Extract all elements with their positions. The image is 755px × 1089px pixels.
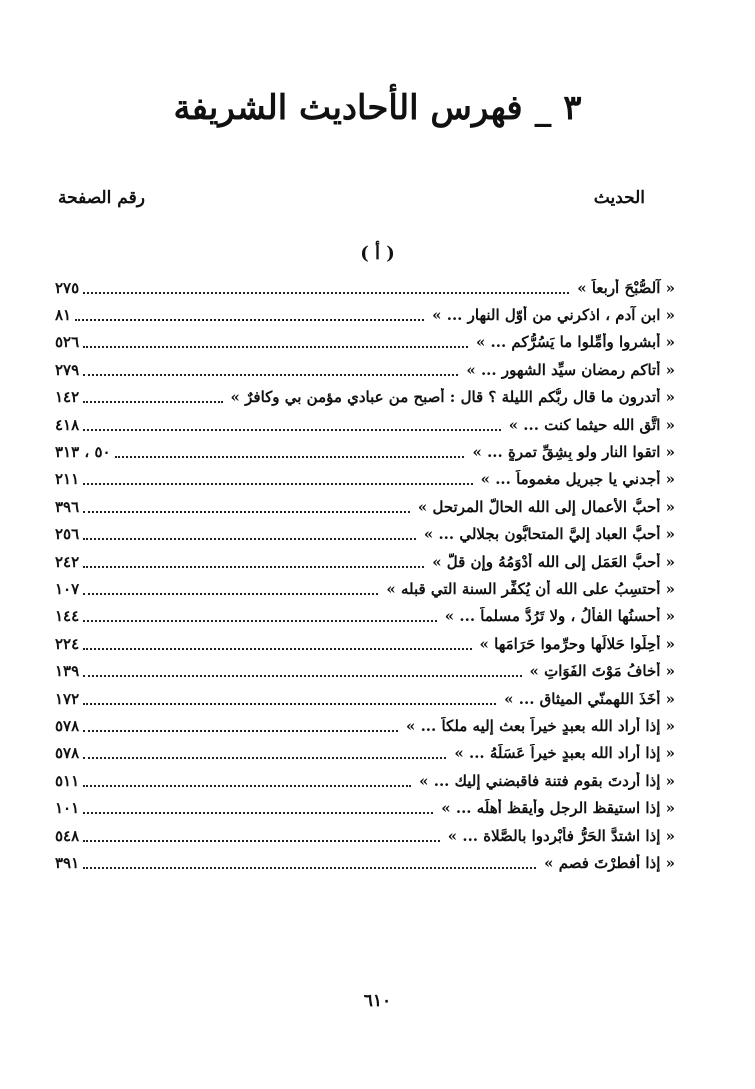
index-entry	[55, 630, 675, 657]
index-entry	[55, 575, 675, 602]
hadith-text: « إذا استيقظ الرجل وأيقظ أهلَه ... »	[441, 799, 675, 818]
hadith-text: « إذا أراد الله بعبدٍ خيراً عَسَلَهُ ... »	[454, 744, 675, 763]
hadith-text: « أحبُّ العباد إليَّ المتحابُّون بجلالي ... »	[423, 525, 675, 544]
index-entry	[55, 548, 675, 575]
page-reference: ١٠٧	[55, 579, 80, 598]
page-reference: ٢٥٦	[55, 525, 80, 544]
page-reference: ١٤٢	[55, 388, 80, 407]
dot-leader	[75, 301, 424, 321]
page-reference: ٨١	[55, 306, 72, 325]
hadith-text: « إذا اشتدَّ الحَرُّ فأبْردوا بالصَّلاة ... »	[447, 826, 675, 845]
page-reference: ٤١٨	[55, 415, 80, 434]
dot-leader	[83, 685, 496, 705]
hadith-text: « أحتسِبُ على الله أن يُكفِّر السنة التي قبله »	[386, 579, 675, 598]
page-reference: ١٧٢	[55, 689, 80, 708]
index-entry	[55, 356, 675, 383]
dot-leader	[83, 767, 411, 787]
dot-leader	[83, 356, 458, 376]
hadith-index-list	[55, 274, 675, 877]
section-letter-heading: ( أ )	[360, 243, 395, 264]
hadith-text: « أتدرون ما قال ربُّكم الليلة ؟ قال : أصبح من عبادي مؤمن بي وكافرٌ »	[230, 388, 675, 407]
hadith-text: « إذا أردتَ بقومٍ فتنة فاقبضني إليك ... »	[419, 771, 675, 790]
index-entry	[55, 466, 675, 493]
dot-leader	[115, 438, 465, 458]
index-entry	[55, 384, 675, 411]
dot-leader	[83, 274, 569, 294]
page-reference: ٢١١	[55, 470, 80, 489]
page-reference: ٢٧٩	[55, 360, 80, 379]
hadith-text: « أجدني يا جبريل مغموماً ... »	[480, 470, 675, 489]
dot-leader	[83, 602, 437, 622]
hadith-text: « اتَّقِ الله حيثما كنت ... »	[508, 415, 675, 434]
dot-leader	[83, 493, 410, 513]
page-reference: ١٠١	[55, 799, 80, 818]
index-entry	[55, 411, 675, 438]
hadith-text: « أحبُّ الأعمال إلى الله الحالّ المرتحل »	[417, 497, 675, 516]
index-entry	[55, 657, 675, 684]
hadith-text: « أحسنُها الفألُ ، ولا تَرُدُّ مسلماً ... »	[444, 607, 675, 626]
page-reference: ٥٧٨	[55, 716, 80, 735]
dot-leader	[83, 794, 433, 814]
hadith-text: « أحبُّ العَمَل إلى الله أدْوَمُهُ وإن قلَّ »	[432, 552, 675, 571]
page-reference: ٥٧٨	[55, 744, 80, 763]
hadith-text: « أبشروا وأمِّلوا ما يَسُرُّكم ... »	[475, 333, 675, 352]
hadith-text: « أخافُ مَوْتَ الفَوَاتِ »	[529, 662, 675, 681]
dot-leader	[83, 822, 440, 842]
index-entry	[55, 603, 675, 630]
hadith-text: « ابن آدم ، اذكرني من أوّل النهار ... »	[432, 306, 675, 325]
page-reference: ١٣٩	[55, 662, 80, 681]
index-entry	[55, 740, 675, 767]
index-entry	[55, 822, 675, 849]
dot-leader	[83, 657, 521, 677]
dot-leader	[83, 411, 501, 431]
hadith-text: « أتاكم رمضان سيِّد الشهور ... »	[466, 360, 675, 379]
hadith-text: « إذا أفطرْتَ فصم »	[544, 853, 675, 872]
column-header-hadith: الحديث	[593, 188, 645, 208]
hadith-text: « آلصُّبْحَ أربعاً »	[577, 278, 675, 297]
hadith-text: « أحِلّوا حَلالَها وحرِّموا حَرَامَها »	[479, 634, 675, 653]
index-entry	[55, 767, 675, 794]
index-entry	[55, 712, 675, 739]
index-entry	[55, 274, 675, 301]
index-entry	[55, 301, 675, 328]
page-reference: ٥٤٨	[55, 826, 80, 845]
page-reference: ١٤٤	[55, 607, 80, 626]
hadith-text: « إذا أراد الله بعبدٍ خيراً بعث إليه ملكاً ... »	[405, 716, 675, 735]
dot-leader	[83, 383, 222, 403]
dot-leader	[83, 520, 416, 540]
dot-leader	[83, 328, 468, 348]
hadith-text: « اتقوا النار ولو بِشِقِّ تمرةٍ ... »	[472, 443, 675, 462]
index-entry	[55, 794, 675, 821]
dot-leader	[83, 575, 378, 595]
page-number: ٦١٠	[363, 991, 392, 1011]
hadith-text: « أخَذَ اللهمنّي الميثاق ... »	[504, 689, 675, 708]
page-reference: ٢٢٤	[55, 634, 80, 653]
page-reference: ٢٤٢	[55, 552, 80, 571]
index-entry	[55, 493, 675, 520]
page-reference: ٢٧٥	[55, 278, 80, 297]
dot-leader	[83, 712, 398, 732]
page-reference: ٣٩١	[55, 853, 80, 872]
dot-leader	[83, 739, 446, 759]
index-entry	[55, 685, 675, 712]
index-entry	[55, 438, 675, 465]
dot-leader	[83, 548, 424, 568]
page-reference: ٥٢٦	[55, 333, 80, 352]
dot-leader	[83, 465, 472, 485]
page-reference: ٥١١	[55, 771, 80, 790]
dot-leader	[83, 849, 536, 869]
index-entry	[55, 521, 675, 548]
dot-leader	[83, 630, 471, 650]
index-entry	[55, 329, 675, 356]
index-entry	[55, 849, 675, 876]
column-header-page-number: رقم الصفحة	[58, 188, 145, 208]
page-reference: ٣٩٦	[55, 497, 80, 516]
page-title: ٣ _ فهرس الأحاديث الشريفة	[173, 88, 582, 128]
page-reference: ٥٠ ، ٣١٣	[55, 443, 111, 462]
